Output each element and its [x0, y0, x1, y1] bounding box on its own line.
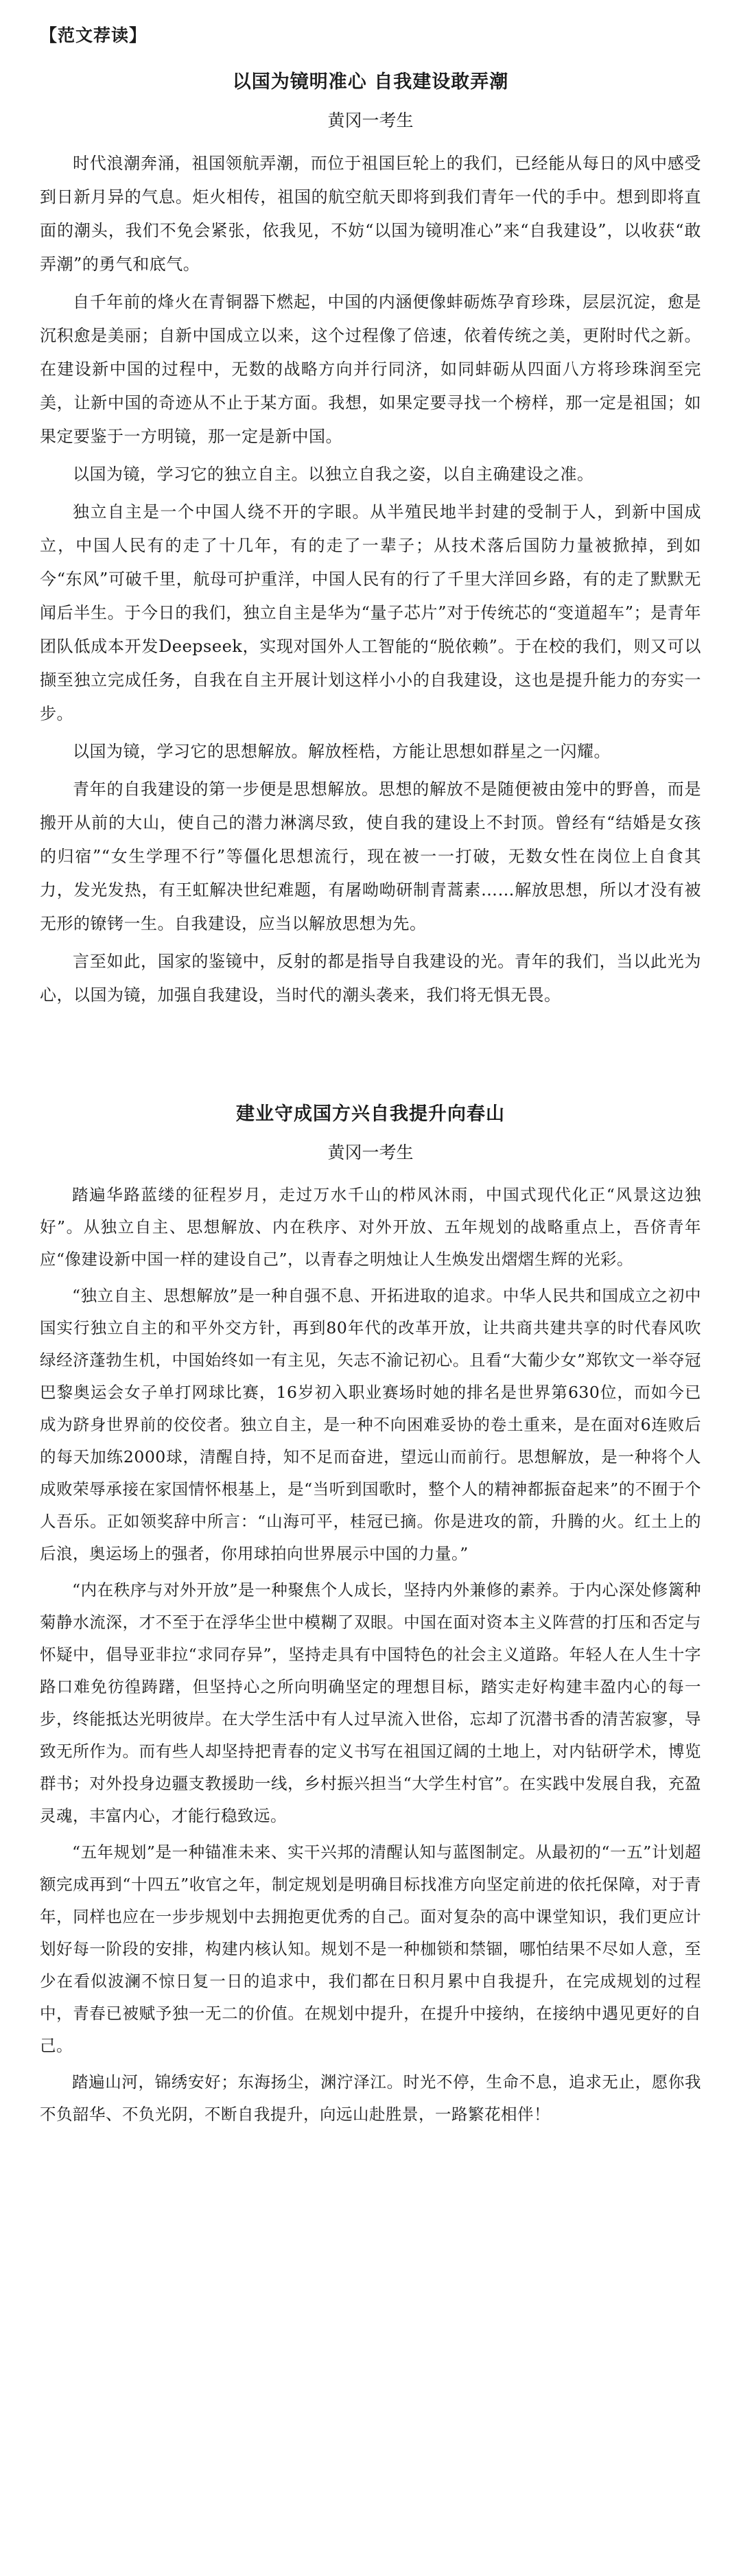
- essay-author: 黄冈一考生: [327, 110, 414, 130]
- section-tag: 【范文荐读】: [40, 25, 148, 45]
- essay-title: 建业守成国方兴自我提升向春山: [236, 1103, 505, 1125]
- essay-1: [40, 67, 701, 1012]
- essay-title: 以国为镜明准心 自我建设敢弄潮: [232, 71, 509, 93]
- essay-2: [40, 1099, 701, 2131]
- paragraph: 独立自主是一个中国人绕不开的字眼。从半殖民地半封建的受制于人，到新中国成立，中国人民有的走了十几年，有的走了一辈子；从技术落后国防力量被掀掉，到如今“东风”可破千里，航母可护重洋，中国人民有的行了千里大洋回乡路，有的走了默默无闻后半生。于今日的我们，独立自主是华为“量子芯片”对于传统芯的“变道超车”；是青年团队低成本开发Deepseek，实现对国外人工智能的“脱依赖”。于在校的我们，则又可以撷至独立完成任务，自我在自主开展计划这样小小的自我建设，这也是提升能力的夯实一步。: [40, 502, 701, 723]
- paragraph: 踏遍华路蓝缕的征程岁月，走过万水千山的栉风沐雨，中国式现代化正“风景这边独好”。从独立自主、思想解放、内在秩序、对外开放、五年规划的战略重点上，吾侪青年应“像建设新中国一样的建设自己”，以青春之明烛让人生焕发出熠熠生辉的光彩。: [40, 1185, 701, 1269]
- paragraph: “五年规划”是一种锚准未来、实干兴邦的清醒认知与蓝图制定。从最初的“一五”计划超额完成再到“十四五”收官之年，制定规划是明确目标找准方向坚定前进的依托保障，对于青年，同样也应在一步步规划中去拥抱更优秀的自己。面对复杂的高中课堂知识，我们更应计划好每一阶段的安排，构建内核认知。规划不是一种枷锁和禁锢，哪怕结果不尽如人意，至少在看似波澜不惊日复一日的追求中，我们都在日积月累中自我提升，在完成规划的过程中，青春已被赋予独一无二的价值。在规划中提升，在提升中接纳，在接纳中遇见更好的自己。: [40, 1842, 701, 2055]
- paragraph: 时代浪潮奔涌，祖国领航弄潮，而位于祖国巨轮上的我们，已经能从每日的风中感受到日新月异的气息。炬火相传，祖国的航空航天即将到我们青年一代的手中。想到即将直面的潮头，我们不免会紧张，依我见，不妨“以国为镜明准心”来“自我建设”，以收获“敢弄潮”的勇气和底气。: [40, 154, 701, 274]
- paragraph: 以国为镜，学习它的独立自主。以独立自我之姿，以自主确建设之准。: [73, 465, 594, 484]
- paragraph: 踏遍山河，锦绣安好；东海扬尘，渊泞泽江。时光不停，生命不息，追求无止，愿你我不负韶华、不负光阴，不断自我提升，向远山赴胜景，一路繁花相伴！: [40, 2072, 701, 2124]
- paragraph: 青年的自我建设的第一步便是思想解放。思想的解放不是随便被由笼中的野兽，而是搬开从前的大山，使自己的潜力淋漓尽致，使自我的建设上不封顶。曾经有“结婚是女孩的归宿”“女生学理不行”等僵化思想流行，现在被一一打破，无数女性在岗位上自食其力，发光发热，有王虹解决世纪难题，有屠呦呦研制青蒿素……解放思想，所以才没有被无形的镣铐一生。自我建设，应当以解放思想为先。: [40, 780, 701, 933]
- paragraph: 以国为镜，学习它的思想解放。解放桎梏，方能让思想如群星之一闪耀。: [73, 742, 611, 761]
- paragraph: “独立自主、思想解放”是一种自强不息、开拓进取的追求。中华人民共和国成立之初中国实行独立自主的和平外交方针，再到80年代的改革开放，让共商共建共享的时代春风吹绿经济蓬勃生机，中国始终如一有主见，矢志不渝记初心。且看“大葡少女”郑钦文一举夺冠巴黎奥运会女子单打网球比赛，16岁初入职业赛场时她的排名是世界第630位，而如今已成为跻身世界前的佼佼者。独立自主，是一种不向困难妥协的卷土重来，是在面对6连败后的每天加练2000球，清醒自持，知不足而奋进，望远山而前行。思想解放，是一种将个人成败荣辱承接在家国情怀根基上，是“当听到国歌时，整个人的精神都振奋起来”的不囿于个人吾乐。正如领奖辞中所言：“山海可平，桂冠已摘。你是进攻的箭，升腾的火。红土上的后浪，奥运场上的强者，你用球拍向世界展示中国的力量。”: [40, 1286, 701, 1563]
- paragraph: 言至如此，国家的鉴镜中，反射的都是指导自我建设的光。青年的我们，当以此光为心，以国为镜，加强自我建设，当时代的潮头袭来，我们将无惧无畏。: [40, 952, 701, 1005]
- essay-author: 黄冈一考生: [327, 1143, 414, 1162]
- paragraph: “内在秩序与对外开放”是一种聚焦个人成长，坚持内外兼修的素养。于内心深处修篱种菊静水流深，才不至于在浮华尘世中模糊了双眼。中国在面对资本主义阵营的打压和否定与怀疑中，倡导亚非拉“求同存异”，坚持走具有中国特色的社会主义道路。年轻人在人生十字路口难免彷徨踌躇，但坚持心之所向明确坚定的理想目标，踏实走好构建丰盈内心的每一步，终能抵达光明彼岸。在大学生活中有人过早流入世俗，忘却了沉潜书香的清苦寂寥，导致无所作为。而有些人却坚持把青春的定义书写在祖国辽阔的土地上，对内钻研学术，博览群书；对外投身边疆支教援助一线，乡村振兴担当“大学生村官”。在实践中发展自我，充盈灵魂，丰富内心，才能行稳致远。: [40, 1580, 701, 1825]
- paragraph: 自千年前的烽火在青铜器下燃起，中国的内涵便像蚌砺炼孕育珍珠，层层沉淀，愈是沉积愈是美丽；自新中国成立以来，这个过程像了倍速，依着传统之美，更附时代之新。在建设新中国的过程中，无数的战略方向并行同济，如同蚌砺从四面八方将珍珠润至完美，让新中国的奇迹从不止于某方面。我想，如果定要寻找一个榜样，那一定是祖国；如果定要鉴于一方明镜，那一定是新中国。: [40, 292, 701, 446]
